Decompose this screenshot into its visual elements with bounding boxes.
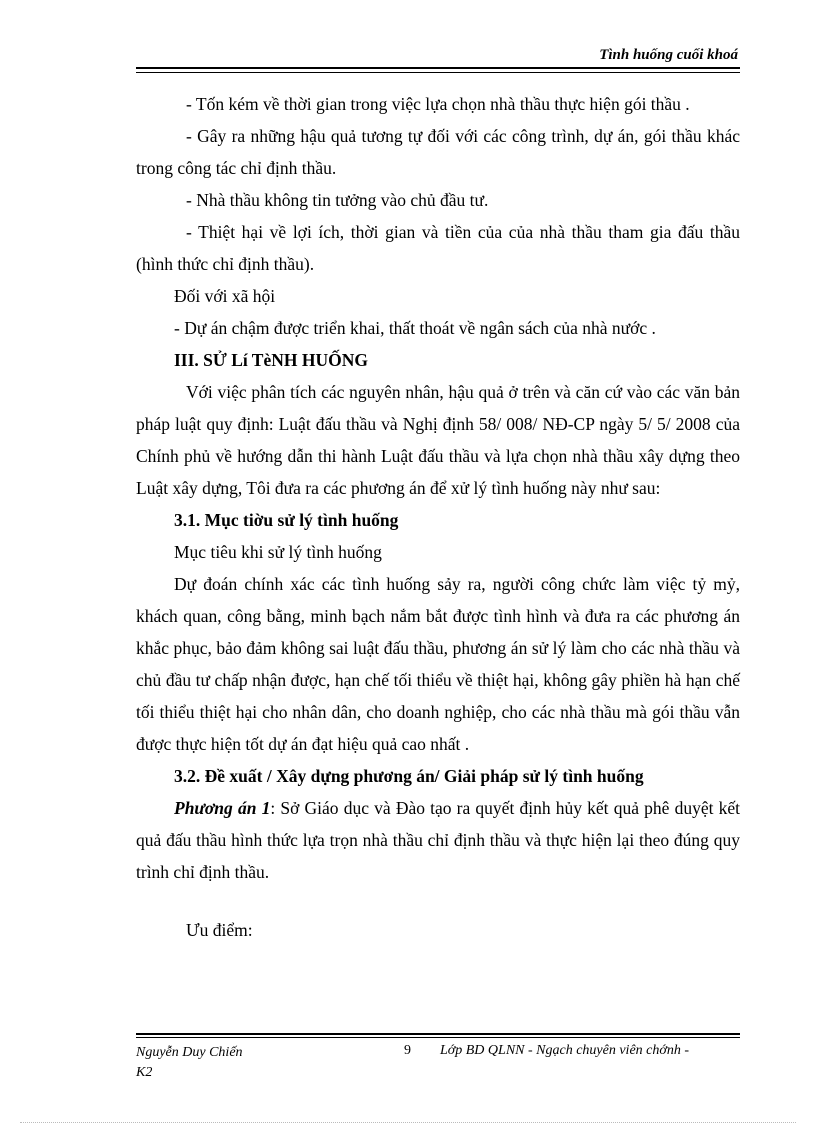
page-number: 9: [404, 1043, 411, 1058]
footer-divider: [136, 1033, 740, 1035]
paragraph: - Nhà thầu không tin tưởng vào chủ đầu tư.: [186, 190, 489, 210]
section-heading: III. SỬ Lí TèNH HUỐNG: [174, 350, 368, 370]
paragraph: - Gây ra những hậu quả tương tự đối với các công trình, dự án, gói thầu khác trong công tác chỉ định thầu.: [136, 126, 740, 178]
paragraph: Mục tiêu khi sử lý tình huống: [174, 542, 382, 562]
footer-author-class: K2: [136, 1065, 153, 1080]
document-body: [136, 88, 740, 946]
spacer: [136, 888, 740, 914]
paragraph: Dự đoán chính xác các tình huống sảy ra, người công chức làm việc tỷ mỷ, khách quan, công bằng, minh bạch nắm bắt được tình hình và đưa ra các phương án khắc phục, bảo đảm không sai luật đấu thầu, phương án sử lý làm cho các nhà thầu và chủ đầu tư chấp nhận được, hạn chế tối thiểu về thiệt hại, không gây phiền hà hạn chế tối thiểu thiệt hại cho nhân dân, cho doanh nghiệp, cho các nhà thầu mà gói thầu vẫn được thực hiện tốt dự án đạt hiệu quả cao nhất .: [136, 574, 740, 754]
footer-divider-thin: [136, 1037, 740, 1038]
option-text: : Sở Giáo dục và Đào tạo ra quyết định hủy kết quả phê duyệt kết quả đấu thầu hình thức lựa trọn nhà thầu chỉ định thầu và thực hiện lại theo đúng quy trình chỉ định thầu.: [136, 798, 740, 882]
footer-author: [136, 1043, 286, 1083]
option-paragraph: [136, 792, 740, 888]
header-divider: [136, 67, 740, 69]
subsection-heading: 3.1. Mục tiờu sử lý tình huống: [174, 510, 399, 530]
page-header-title: Tình huống cuối khoá: [599, 47, 738, 63]
paragraph: - Dự án chậm được triển khai, thất thoát về ngân sách của nhà nước .: [174, 318, 656, 338]
header-divider-thin: [136, 72, 740, 73]
footer-class-info: Lớp BD QLNN - Ngạch chuyên viên chớnh -: [440, 1043, 690, 1058]
paragraph: Đối với xã hội: [174, 286, 276, 306]
paragraph: Với việc phân tích các nguyên nhân, hậu quả ở trên và căn cứ vào các văn bản pháp luật quy định: Luật đấu thầu và Nghị định 58/ 008/ NĐ-CP ngày 5/ 5/ 2008 của Chính phủ về hướng dẫn thi hành Luật đấu thầu và lựa chọn nhà thầu xây dựng theo Luật xây dựng, Tôi đưa ra các phương án để xử lý tình huống này như sau:: [136, 382, 740, 498]
paragraph: - Tốn kém về thời gian trong việc lựa chọn nhà thầu thực hiện gói thầu .: [186, 94, 690, 114]
footer-author-name: Nguyễn Duy Chiến: [136, 1045, 243, 1060]
paragraph: Ưu điểm:: [186, 920, 253, 940]
option-label: Phương án 1: [174, 798, 271, 818]
paragraph: - Thiệt hại về lợi ích, thời gian và tiền của của nhà thầu tham gia đấu thầu (hình thức chỉ định thầu).: [136, 222, 740, 274]
subsection-heading: 3.2. Đề xuất / Xây dựng phương án/ Giải pháp sử lý tình huống: [174, 766, 644, 786]
